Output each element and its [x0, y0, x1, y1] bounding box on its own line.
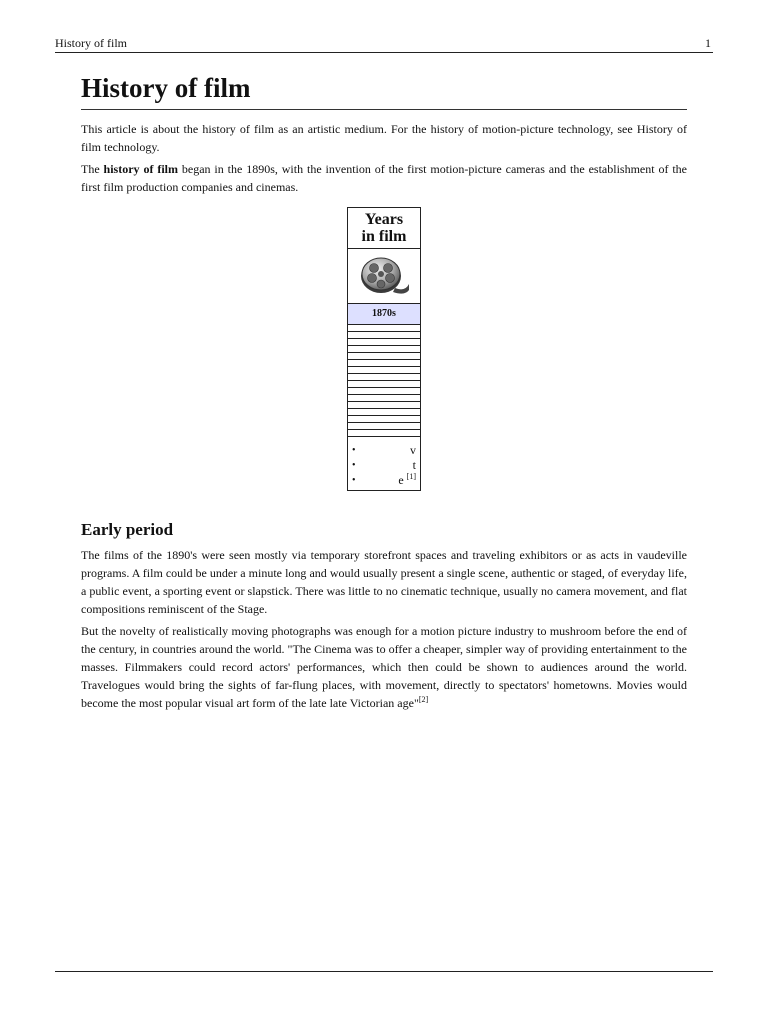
article-title: History of film [81, 70, 687, 110]
section-paragraph-2-text: But the novelty of realistically moving photographs was enough for a motion picture industry to mushroom before the end of the century, in countries around the world. "The Cinema was to offer a cheaper, simpler way of providing entertainment to the masses. Filmmakers could record actors' performances, which then could be shown to audiences around the world. Travelogues would bring the sights of far-flung places, with movement, directly to spectators' hometowns. Movies would become the most popular visual art form of the late late Victorian age" [81, 624, 687, 710]
nav-edit-link[interactable] [352, 473, 416, 488]
page-number: 1 [705, 36, 711, 50]
film-reel-icon [357, 254, 411, 298]
infobox-year-row [348, 339, 420, 346]
section-paragraph-2 [81, 622, 687, 712]
nav-letter[interactable]: e [398, 473, 404, 487]
infobox-year-row [348, 374, 420, 381]
infobox-decade-header[interactable]: 1870s [348, 304, 420, 325]
page-header [55, 36, 713, 53]
section-heading-early-period: Early period [81, 520, 174, 539]
infobox-year-row [348, 423, 420, 430]
infobox-year-row [348, 325, 420, 332]
infobox-year-row [348, 409, 420, 416]
running-title: History of film [55, 36, 127, 50]
infobox-year-row [348, 381, 420, 388]
nav-talk-link[interactable] [352, 458, 416, 473]
years-in-film-infobox [347, 207, 421, 491]
infobox-year-row [348, 346, 420, 353]
infobox-year-row [348, 367, 420, 374]
infobox-title [348, 208, 420, 249]
lead-before: The [81, 162, 104, 176]
infobox-year-row [348, 430, 420, 437]
nav-letter[interactable]: t [412, 458, 416, 472]
page-footer-rule [55, 971, 713, 972]
lead-after: began in the 1890s, with the invention of the first motion-picture cameras and the establishment of the first film production companies and cinemas. [81, 162, 687, 194]
infobox-nav-links [348, 441, 420, 490]
section-paragraph-1: The films of the 1890's were seen mostly via temporary storefront spaces and traveling exhibitors or as acts in vaudeville programs. A film could be under a minute long and would usually present a single scene, authentic or staged, of everyday life, a public event, a sporting event or slapstick. There was little to no cinematic technique, usually no camera movement, and flat compositions reminiscent of the Stage. [81, 548, 687, 616]
hatnote: This article is about the history of film as an artistic medium. For the history of motion-picture technology, see History of film technology. [81, 122, 687, 154]
article-body [81, 70, 687, 712]
infobox-title-line2: in film [361, 228, 407, 245]
infobox-image [348, 249, 420, 304]
infobox-year-row [348, 416, 420, 423]
infobox-year-row [348, 353, 420, 360]
reference-2[interactable]: [2] [418, 695, 429, 704]
nav-letter[interactable]: v [410, 443, 416, 457]
reference-1[interactable]: [1] [406, 472, 416, 481]
infobox-year-row [348, 332, 420, 339]
infobox-year-row [348, 395, 420, 402]
lead-bold-term: history of film [103, 162, 178, 176]
infobox-title-line1: Years [364, 211, 404, 228]
lead-paragraph [81, 160, 687, 196]
nav-view-link[interactable] [352, 443, 416, 458]
infobox-year-row [348, 402, 420, 409]
infobox-year-row [348, 388, 420, 395]
infobox-year-row [348, 360, 420, 367]
